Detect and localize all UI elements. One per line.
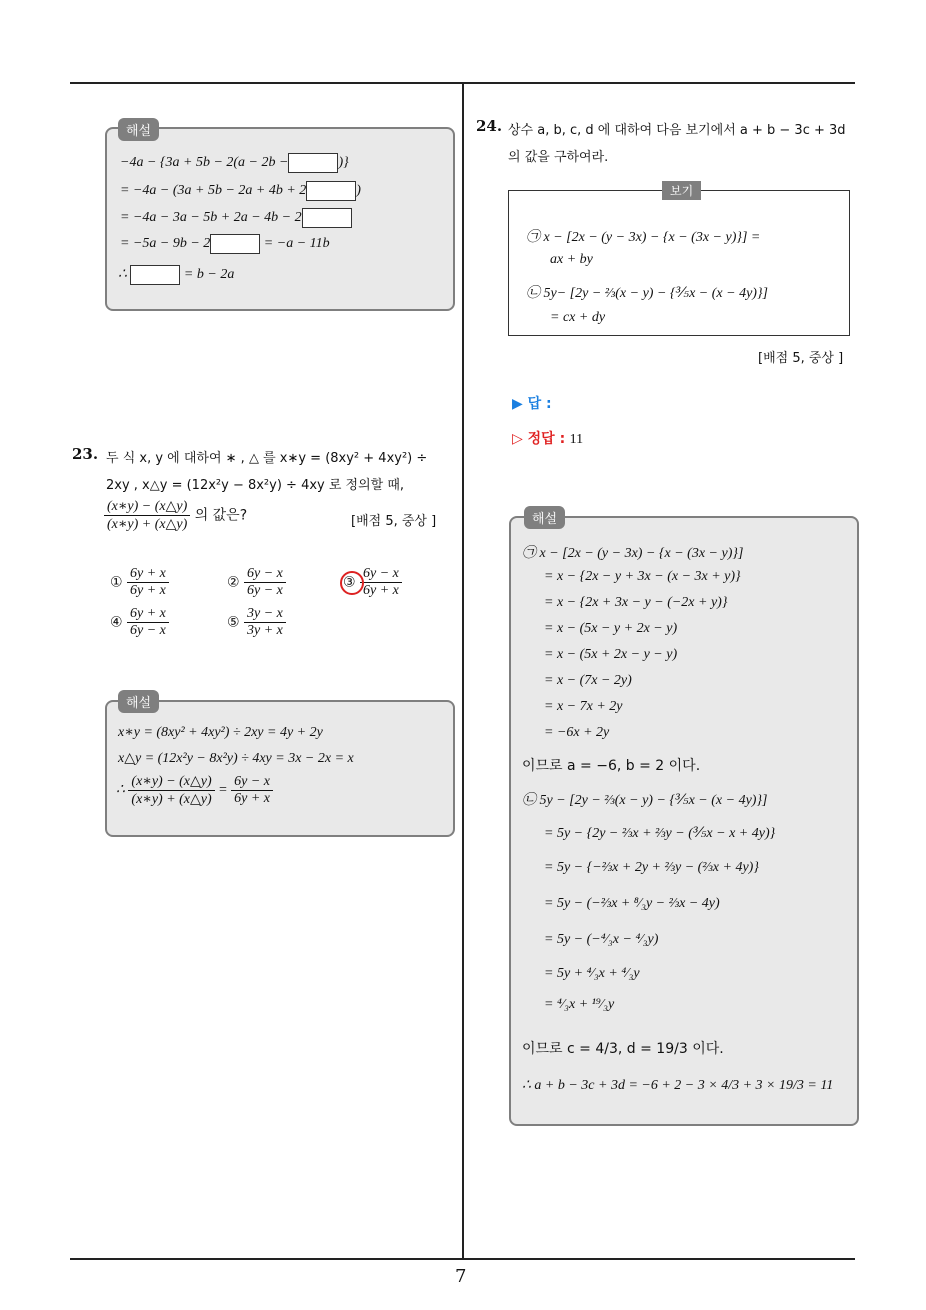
correct-circle-mark — [340, 571, 364, 595]
sol1-line1: −4a − {3a + 5b − 2(a − 2b − )} — [120, 153, 349, 173]
sol1-line3: = −4a − 3a − 5b + 2a − 4b − 2 — [120, 208, 352, 228]
sol24-line: 이므로 c = 4/3, d = 19/3 이다. — [522, 1041, 724, 1057]
q23-fraction: $\frac{(x∗y) - (x\triangle y)}{(x∗y) + (x\triangle y)}$ 의 값은? — [104, 498, 247, 533]
q23-line1: 두 식 x, y 에 대하여 ∗ , △ 를 x∗y = (8xy² + 4xy²) ÷ — [106, 451, 428, 466]
q23-line2: 2xy , x△y = (12x²y − 8x²y) ÷ 4xy 로 정의할 때, — [106, 478, 405, 493]
sol24-line: = x − {2x + 3x − y − (−2x + y)} — [544, 595, 728, 610]
blank-box — [306, 181, 356, 201]
blank-box — [288, 153, 338, 173]
sol24-line: ㉡ 5y − [2y − ⅔(x − y) − {⅗x − (x − 4y)}] — [522, 793, 768, 808]
answer-label: ▶ 답 : — [512, 396, 552, 412]
sol24-line: = 5y − {−⅔x + 2y + ⅔y − (⅔x + 4y)} — [544, 860, 759, 875]
sol24-line: ㉠ x − [2x − (y − 3x) − {x − (3x − y)}] — [522, 546, 744, 561]
choice-4[interactable]: ④ $\frac{6y + x}{6y - x}$ — [110, 606, 169, 639]
question-number-23: 23. — [72, 445, 99, 463]
sol2-line1: x∗y = (8xy² + 4xy²) ÷ 2xy = 4y + 2y — [118, 725, 323, 740]
choice-2[interactable]: ② $\frac{6y - x}{6y - x}$ — [227, 566, 286, 599]
bogi-line1: ㉠ x − [2x − (y − 3x) − {x − (3x − y)}] = — [526, 230, 761, 245]
blank-box — [130, 265, 180, 285]
sol24-line: = x − 7x + 2y — [544, 699, 623, 714]
correct-answer-row: ▷ 정답 : 11 — [512, 431, 584, 447]
sol24-line: ∴ a + b − 3c + 3d = −6 + 2 − 3 × 4/3 + 3 × 19/3 = 11 — [522, 1078, 834, 1093]
choice-5[interactable]: ⑤ $\frac{3y - x}{3y + x}$ — [227, 606, 286, 639]
sol24-line: = 5y − (−⁴⁄₃x − ⁴⁄₃y) — [544, 932, 659, 947]
sol24-line: = x − {2x − y + 3x − (x − 3x + y)} — [544, 569, 741, 584]
sol24-line: = x − (5x + 2x − y − y) — [544, 647, 678, 662]
sol24-line: = ⁴⁄₃x + ¹⁹⁄₃y — [544, 997, 615, 1012]
solution-tag: 해설 — [524, 506, 565, 529]
bogi-line3: ㉡ 5y− [2y − ⅔(x − y) − {⅗x − (x − 4y)}] — [526, 286, 768, 301]
q23-score: [배점 5, 중상 ] — [351, 514, 437, 529]
sol1-line2: = −4a − (3a + 5b − 2a + 4b + 2 ) — [120, 181, 361, 201]
solution-tag: 해설 — [118, 118, 159, 141]
sol24-line: = −6x + 2y — [544, 725, 610, 740]
question-number-24: 24. — [476, 117, 503, 135]
column-divider — [462, 84, 464, 1259]
sol1-line5: ∴ = b − 2a — [118, 265, 234, 285]
q24-line1: 상수 a, b, c, d 에 대하여 다음 보기에서 a + b − 3c + 3d — [508, 123, 846, 138]
blank-box — [210, 234, 260, 254]
q24-line2: 의 값을 구하여라. — [508, 150, 609, 165]
sol24-line: 이므로 a = −6, b = 2 이다. — [522, 758, 701, 774]
sol24-line: = 5y + ⁴⁄₃x + ⁴⁄₃y — [544, 966, 640, 981]
sol2-line2: x△y = (12x²y − 8x²y) ÷ 4xy = 3x − 2x = x — [118, 751, 354, 766]
sol24-line: = 5y − {2y − ⅔x + ⅔y − (⅗x − x + 4y)} — [544, 826, 776, 841]
solution-tag: 해설 — [118, 690, 159, 713]
sol24-line: = 5y − (−⅔x + ⁸⁄₃y − ⅔x − 4y) — [544, 896, 720, 911]
q24-score: [배점 5, 중상 ] — [758, 351, 844, 366]
bogi-tag: 보기 — [662, 181, 701, 200]
bottom-rule — [70, 1258, 855, 1260]
page-number: 7 — [455, 1266, 467, 1287]
bogi-line4: = cx + dy — [550, 310, 606, 325]
sol1-line4: = −5a − 9b − 2 = −a − 11b — [120, 234, 330, 254]
bogi-line2: ax + by — [550, 252, 593, 267]
choice-1[interactable]: ① $\frac{6y + x}{6y + x}$ — [110, 566, 169, 599]
solution-box-23 — [105, 700, 455, 837]
blank-box — [302, 208, 352, 228]
sol24-line: = x − (7x − 2y) — [544, 673, 632, 688]
sol24-line: = x − (5x − y + 2x − y) — [544, 621, 678, 636]
sol2-line3: ∴ $\frac{(x∗y) - (x\triangle y)}{(x∗y) + (x\triangle y)}$ = $\frac{6y - x}{6y + x}$ — [116, 773, 273, 808]
choice-3[interactable]: ③ $\frac{6y - x}{6y + x}$ — [343, 566, 402, 599]
